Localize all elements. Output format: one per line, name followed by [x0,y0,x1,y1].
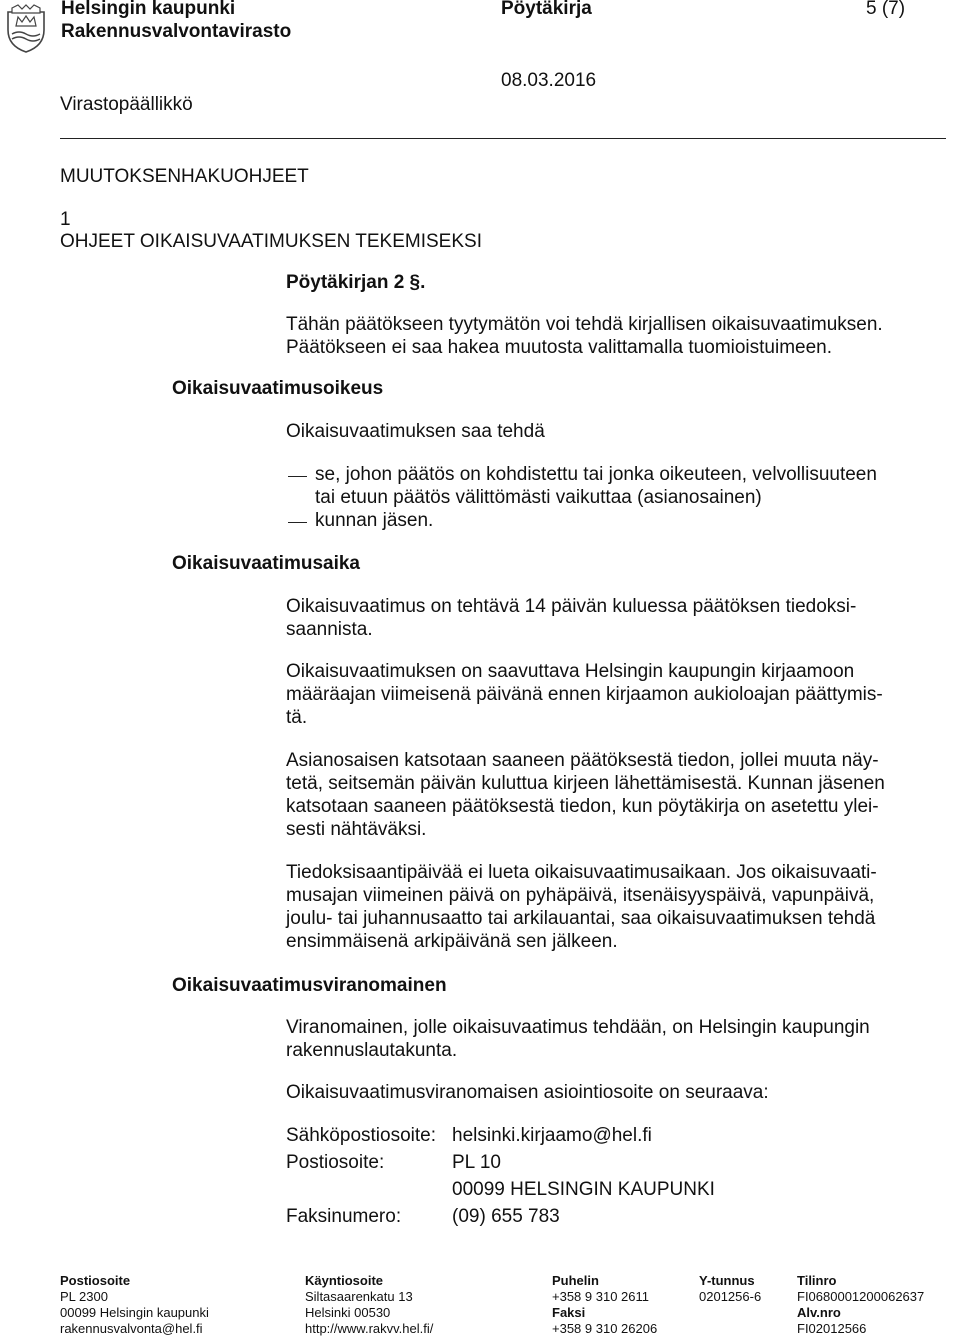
page-number: 5 (7) [866,0,906,19]
intro-line-2: Päätökseen ei saa hakea muutosta valittamalla tuomioistuimeen. [286,337,833,358]
postal-box: PL 10 [452,1152,501,1173]
dash-bullet-icon [288,476,307,477]
document-title: MUUTOKSENHAKUOHJEET [60,166,309,187]
time-para-4-line-2: musajan viimeinen päivä on pyhäpäivä, itsenäisyyspäivä, vapunpäivä, [286,885,875,906]
email-label: Sähköpostiosoite: [286,1125,436,1146]
footer-visit-line: Helsinki 00530 [305,1305,391,1320]
footer-email-link[interactable]: rakennusvalvonta@hel.fi [60,1321,203,1336]
appeal-right-lead: Oikaisuvaatimuksen saa tehdä [286,421,545,442]
footer-ytunnus-label: Y-tunnus [699,1273,755,1288]
footer-website-link[interactable]: http://www.rakvv.hel.fi/ [305,1321,434,1336]
footer-fax-value: +358 9 310 26206 [552,1321,658,1336]
fax-label: Faksinumero: [286,1206,402,1227]
footer-alv-value: FI02012566 [797,1321,867,1336]
minutes-reference: Pöytäkirjan 2 §. [286,272,426,293]
time-para-3-line-4: sesti nähtäväksi. [286,819,427,840]
sidebar-label-authority: Oikaisuvaatimusviranomainen [172,975,447,996]
bullet-2-line-1: kunnan jäsen. [315,510,434,531]
footer-ytunnus [699,1273,761,1305]
postal-code-city: 00099 HELSINGIN KAUPUNKI [452,1179,715,1200]
sidebar-label-time: Oikaisuvaatimusaika [172,553,360,574]
footer-fax-label: Faksi [552,1305,586,1320]
footer-account-value: FI0680001200062637 [797,1289,925,1304]
footer-account-label: Tilinro [797,1273,837,1288]
footer-postal-line: PL 2300 [60,1289,108,1304]
time-para-3-line-3: katsotaan saaneen päätöksestä tiedon, kun pöytäkirja on asetettu ylei- [286,796,879,817]
email-link[interactable]: helsinki.kirjaamo@hel.fi [452,1125,652,1146]
time-para-3-line-2: tetä, seitsemän päivän kuluttua kirjeen lähettämisestä. Kunnan jäsenen [286,773,885,794]
bullet-1-line-1: se, johon päätös on kohdistettu tai jonka oikeuteen, velvollisuuteen [315,464,877,485]
authority-para-1-line-2: rakennuslautakunta. [286,1040,458,1061]
time-para-4-line-1: Tiedoksisaantipäivää ei lueta oikaisuvaatimusaikaan. Jos oikaisuvaati- [286,862,877,883]
footer-ytunnus-value: 0201256-6 [699,1289,762,1304]
footer-visit-label: Käyntiosoite [305,1273,384,1288]
helsinki-crest-logo [4,4,48,54]
section-number: 1 [60,209,71,230]
footer-phone [552,1273,657,1337]
time-para-1-line-1: Oikaisuvaatimus on tehtävä 14 päivän kuluessa päätöksen tiedoksi- [286,596,857,617]
document-type: Pöytäkirja [501,0,592,19]
time-para-4-line-4: ensimmäisenä arkipäivänä sen jälkeen. [286,931,618,952]
footer-postal-line: 00099 Helsingin kaupunki [60,1305,209,1320]
fax-number: (09) 655 783 [452,1206,560,1227]
footer-visit-line: Siltasaarenkatu 13 [305,1289,413,1304]
bullet-1-line-2: tai etuun päätös välittömästi vaikuttaa (asianosainen) [315,487,762,508]
time-para-3-line-1: Asianosaisen katsotaan saaneen päätöksestä tiedon, jollei muuta näy- [286,750,879,771]
footer-postal-label: Postiosoite [60,1273,131,1288]
authority-para-1-line-1: Viranomainen, jolle oikaisuvaatimus tehdään, on Helsingin kaupungin [286,1017,870,1038]
footer-alv-label: Alv.nro [797,1305,841,1320]
time-para-2-line-3: tä. [286,707,308,728]
time-para-2-line-1: Oikaisuvaatimuksen on saavuttava Helsingin kaupungin kirjaamoon [286,661,855,682]
section-heading: OHJEET OIKAISUVAATIMUKSEN TEKEMISEKSI [60,231,482,252]
dash-bullet-icon [288,522,307,523]
header-divider [60,138,946,139]
authority-para-2-line-1: Oikaisuvaatimusviranomaisen asiointiosoite on seuraava: [286,1082,769,1103]
time-para-2-line-2: määräajan viimeisenä päivänä ennen kirjaamon aukioloajan päättymis- [286,684,883,705]
org-name: Helsingin kaupunki [61,0,236,19]
sidebar-label-right: Oikaisuvaatimusoikeus [172,378,384,399]
postal-address-label: Postiosoite: [286,1152,385,1173]
footer-account [797,1273,924,1337]
time-para-4-line-3: joulu- tai juhannusaatto tai arkilauantai, saa oikaisuvaatimuksen tehdä [286,908,876,929]
intro-line-1: Tähän päätökseen tyytymätön voi tehdä kirjallisen oikaisuvaatimuksen. [286,314,883,335]
department-name: Rakennusvalvontavirasto [61,21,292,42]
footer-postal [60,1273,209,1337]
role-label: Virastopäällikkö [60,94,193,115]
document-date: 08.03.2016 [501,70,597,91]
footer-phone-value: +358 9 310 2611 [552,1289,649,1304]
footer-visit [305,1273,433,1337]
footer-phone-label: Puhelin [552,1273,599,1288]
time-para-1-line-2: saannista. [286,619,373,640]
